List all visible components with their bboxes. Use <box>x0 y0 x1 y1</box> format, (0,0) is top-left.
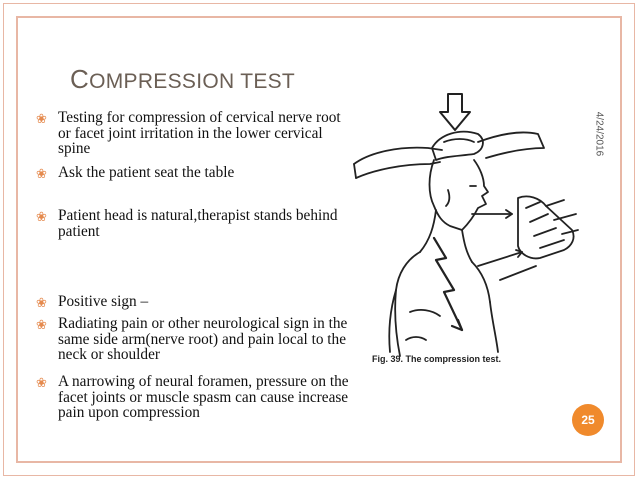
bullet-icon: ❀ <box>36 376 47 391</box>
bullet-icon: ❀ <box>36 296 47 311</box>
bullet-icon: ❀ <box>36 318 47 333</box>
therapist-right-arm <box>478 132 544 158</box>
radiating-pain-icon <box>434 238 462 330</box>
page-number-badge <box>572 404 604 436</box>
bullet-icon: ❀ <box>36 167 47 182</box>
bullet-icon: ❀ <box>36 210 47 225</box>
slide-date <box>592 104 606 164</box>
title-initial: C <box>70 64 90 94</box>
date-text: 4/24/2016 <box>593 111 605 157</box>
compression-test-illustration <box>350 90 588 378</box>
patient-head <box>430 160 489 230</box>
therapist-left-arm <box>354 148 442 164</box>
patient-torso <box>395 252 420 356</box>
bullet-text: Positive sign – <box>58 293 149 310</box>
figure-caption: Fig. 39. The compression test. <box>372 354 502 364</box>
bullet-text: Ask the patient seat the table <box>58 164 235 181</box>
bullet-text: A narrowing of neural foramen, pressure on the facet joints or muscle spasm can cause increase pain upon compression <box>58 373 349 421</box>
bullet-icon: ❀ <box>36 112 47 127</box>
bullet-text: Patient head is natural,therapist stands behind patient <box>58 207 338 240</box>
title-rest: OMPRESSION TEST <box>89 70 296 93</box>
patient-neck <box>420 210 436 252</box>
hands-on-head <box>432 132 483 160</box>
bullet-text: Testing for compression of cervical nerve root or facet joint irritation in the lower cervical spine <box>58 109 341 157</box>
page-number: 25 <box>581 413 595 427</box>
compression-arrow-icon <box>440 94 470 130</box>
bullet-text: Radiating pain or other neurological sign in the same side arm(nerve root) and pain local to the neck or shoulder <box>58 315 348 363</box>
slide-title <box>70 64 295 95</box>
